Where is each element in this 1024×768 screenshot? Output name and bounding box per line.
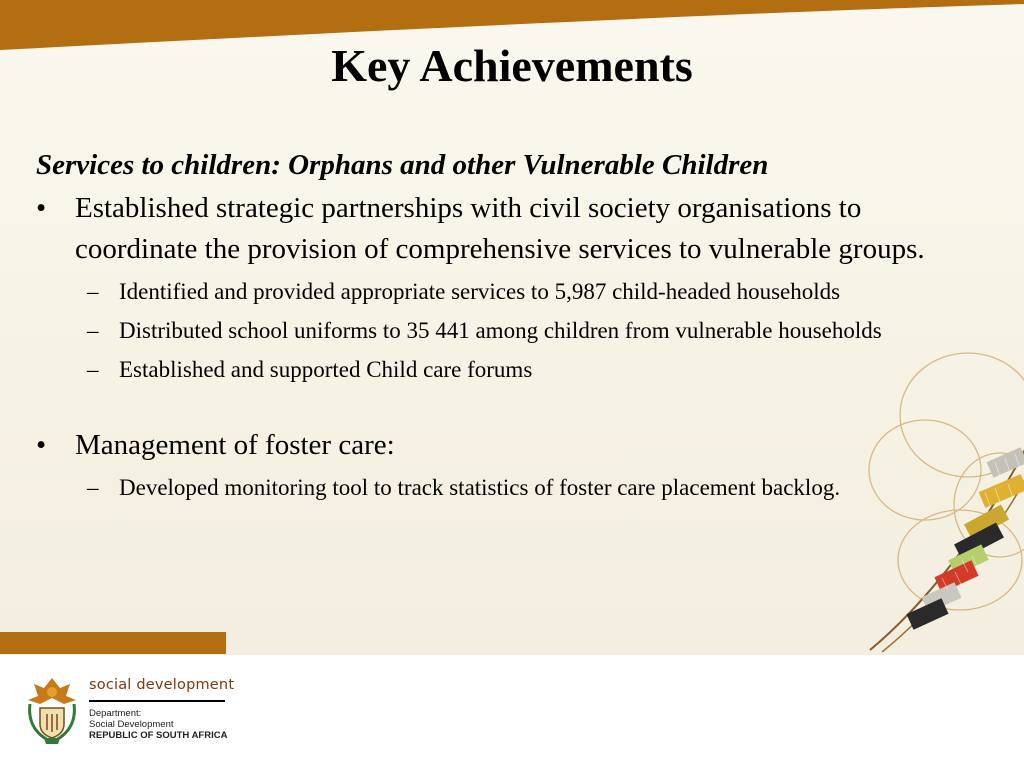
- bullet-foster-care: [36, 425, 980, 466]
- coat-of-arms-icon: [24, 674, 80, 746]
- department-label: [89, 708, 227, 741]
- slide-content: [36, 146, 980, 505]
- dash-mark: –: [87, 318, 99, 343]
- dept-line-1: Department:: [89, 708, 142, 719]
- bullet-partnerships: [36, 188, 980, 270]
- spacer: [36, 387, 980, 425]
- brand-divider: [89, 700, 225, 702]
- bullet-text: Management of foster care:: [75, 429, 395, 461]
- dash-mark: –: [87, 357, 99, 382]
- sub-bullet-text: Identified and provided appropriate services to 5,987 child-headed households: [119, 279, 841, 304]
- sub-bullet-text: Distributed school uniforms to 35 441 among children from vulnerable households: [119, 318, 882, 343]
- bullet-mark: •: [36, 429, 47, 461]
- dash-mark: –: [87, 475, 99, 500]
- sub-bullet-monitoring-tool: [36, 471, 980, 505]
- dash-mark: –: [87, 279, 99, 304]
- sub-bullet-forums: [36, 353, 980, 387]
- footer-accent-band: [0, 632, 226, 654]
- dept-line-3: REPUBLIC OF SOUTH AFRICA: [89, 730, 228, 741]
- dept-line-2: Social Development: [89, 719, 174, 730]
- bullet-text: Established strategic partnerships with civil society organisations to coordinate the provision of comprehensive services to vulnerable groups.: [75, 192, 925, 265]
- sub-bullet-text: Established and supported Child care forums: [119, 357, 533, 382]
- sub-bullet-child-headed: [36, 275, 980, 309]
- bullet-mark: •: [36, 192, 47, 224]
- sub-bullet-text: Developed monitoring tool to track statistics of foster care placement backlog.: [119, 475, 841, 500]
- slide-title: Key Achievements: [331, 40, 693, 91]
- section-subheading: Services to children: Orphans and other Vulnerable Children: [36, 149, 769, 181]
- sub-bullet-uniforms: [36, 314, 980, 348]
- brand-name: social development: [89, 677, 235, 693]
